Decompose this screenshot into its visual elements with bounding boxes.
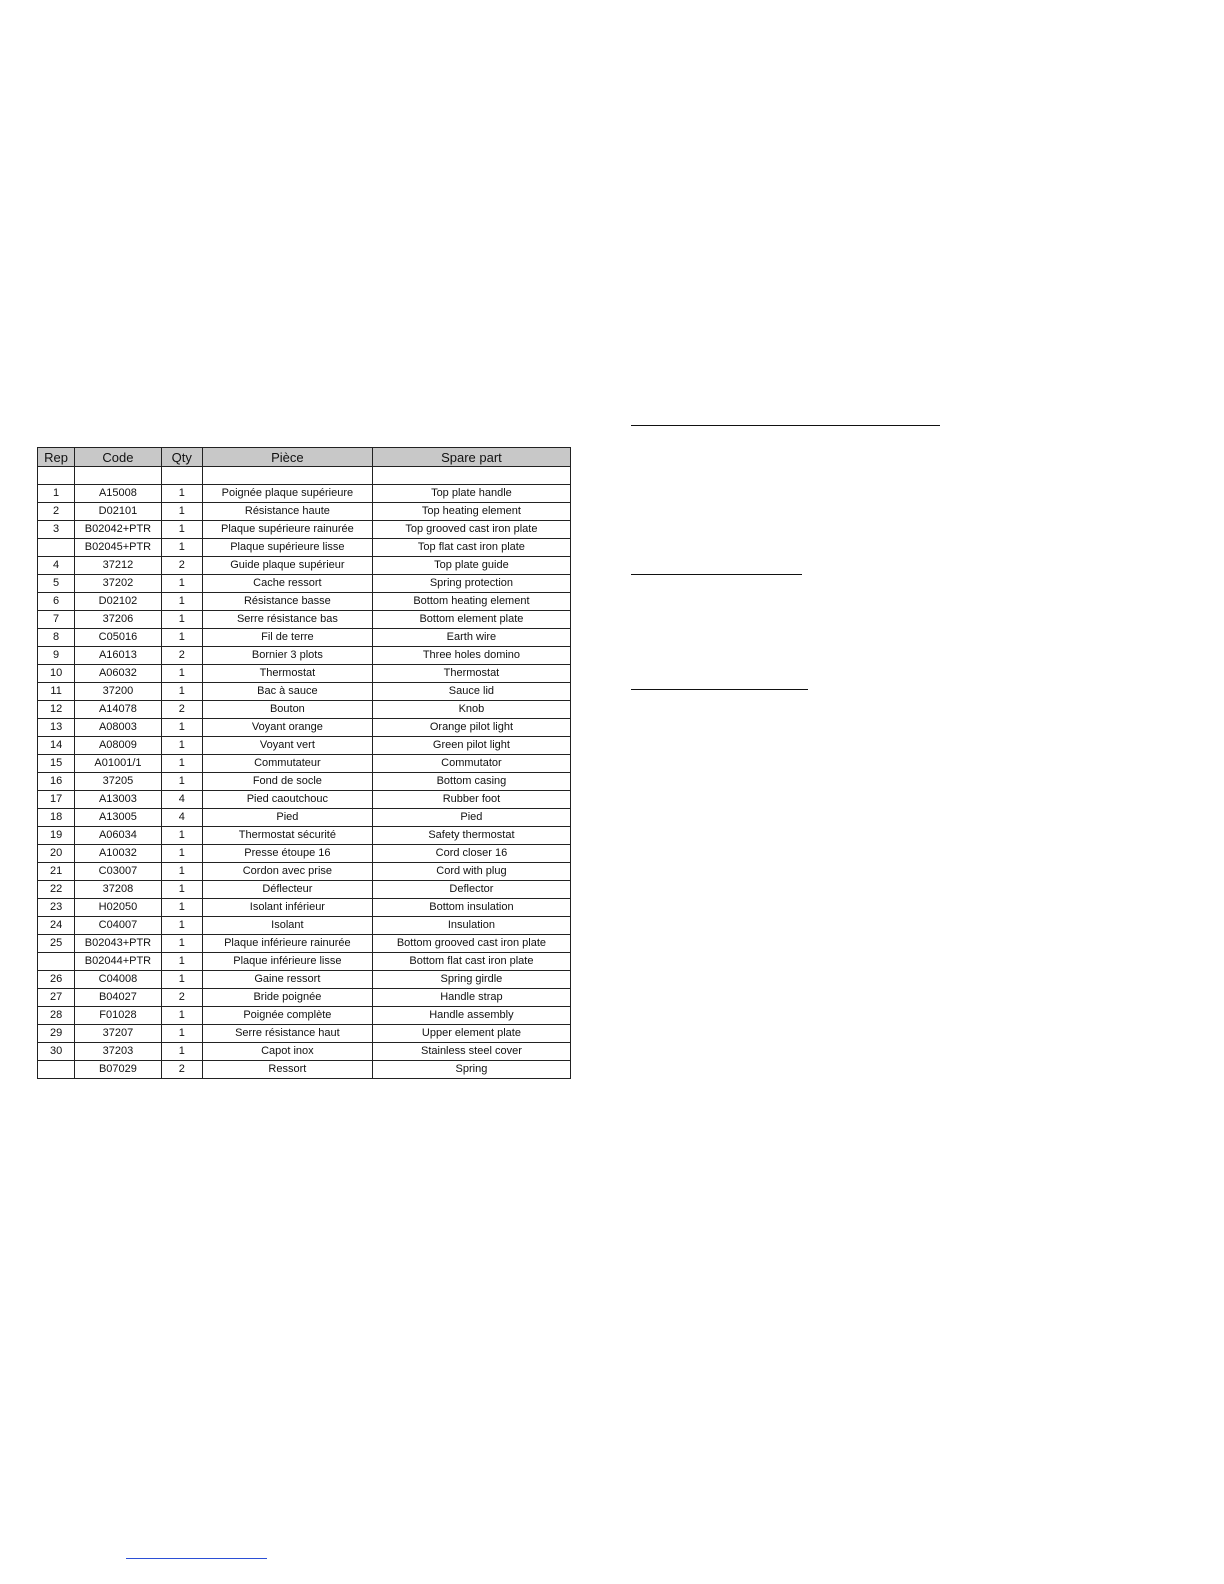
blank-underline-1 (631, 425, 940, 426)
header-piece: Pièce (202, 448, 372, 467)
cell-piece: Cache ressort (202, 575, 372, 593)
table-row (38, 737, 571, 755)
cell-piece: Guide plaque supérieur (202, 557, 372, 575)
header-code: Code (75, 448, 161, 467)
cell-spare-part: Top flat cast iron plate (372, 539, 570, 557)
cell-qty: 1 (161, 503, 202, 521)
cell-piece: Bride poignée (202, 989, 372, 1007)
cell-code: A13003 (75, 791, 161, 809)
cell-qty: 1 (161, 971, 202, 989)
cell-code: 37212 (75, 557, 161, 575)
cell-piece: Plaque inférieure rainurée (202, 935, 372, 953)
cell-qty: 1 (161, 737, 202, 755)
table-row (38, 791, 571, 809)
table-row (38, 593, 571, 611)
cell-qty: 1 (161, 1043, 202, 1061)
table-row (38, 683, 571, 701)
table-row (38, 503, 571, 521)
cell-piece: Bornier 3 plots (202, 647, 372, 665)
cell-code: B02045+PTR (75, 539, 161, 557)
cell-spare-part: Top plate handle (372, 485, 570, 503)
cell-code: A14078 (75, 701, 161, 719)
cell-qty: 1 (161, 539, 202, 557)
cell-spare-part: Bottom flat cast iron plate (372, 953, 570, 971)
cell-code: D02102 (75, 593, 161, 611)
cell-spare-part: Bottom heating element (372, 593, 570, 611)
cell-qty: 2 (161, 557, 202, 575)
table-row (38, 1043, 571, 1061)
cell-piece: Résistance basse (202, 593, 372, 611)
cell-piece: Commutateur (202, 755, 372, 773)
cell-qty: 1 (161, 845, 202, 863)
cell-piece: Isolant (202, 917, 372, 935)
table-row (38, 917, 571, 935)
cell-rep: 7 (38, 611, 75, 629)
cell-spare-part: Orange pilot light (372, 719, 570, 737)
cell-spare-part: Commutator (372, 755, 570, 773)
cell-piece: Ressort (202, 1061, 372, 1079)
cell-code: A15008 (75, 485, 161, 503)
cell-rep: 21 (38, 863, 75, 881)
cell-rep (38, 539, 75, 557)
cell-rep: 2 (38, 503, 75, 521)
table-row (38, 611, 571, 629)
table-row (38, 989, 571, 1007)
cell-piece: Gaine ressort (202, 971, 372, 989)
cell-code: A08009 (75, 737, 161, 755)
cell-spare-part: Insulation (372, 917, 570, 935)
cell-code: C05016 (75, 629, 161, 647)
table-row (38, 863, 571, 881)
blank-spacer-row (38, 467, 571, 485)
cell-rep: 25 (38, 935, 75, 953)
cell-spare-part: Top grooved cast iron plate (372, 521, 570, 539)
cell-code: 37208 (75, 881, 161, 899)
table-header-row (38, 448, 571, 467)
table-row (38, 557, 571, 575)
cell-qty: 1 (161, 773, 202, 791)
table-row (38, 575, 571, 593)
cell-rep: 29 (38, 1025, 75, 1043)
cell-rep: 1 (38, 485, 75, 503)
cell-spare-part: Stainless steel cover (372, 1043, 570, 1061)
cell-qty: 1 (161, 611, 202, 629)
cell-piece: Capot inox (202, 1043, 372, 1061)
cell-spare-part: Bottom casing (372, 773, 570, 791)
cell-qty: 1 (161, 683, 202, 701)
cell-rep: 20 (38, 845, 75, 863)
cell-rep: 4 (38, 557, 75, 575)
cell-rep (38, 953, 75, 971)
cell-spare-part: Spring girdle (372, 971, 570, 989)
cell-code: H02050 (75, 899, 161, 917)
cell-code: 37206 (75, 611, 161, 629)
cell-qty: 1 (161, 1025, 202, 1043)
cell-qty: 1 (161, 629, 202, 647)
cell-code: 37200 (75, 683, 161, 701)
cell-code: F01028 (75, 1007, 161, 1025)
cell-code: 37203 (75, 1043, 161, 1061)
cell-piece: Résistance haute (202, 503, 372, 521)
cell-qty: 1 (161, 485, 202, 503)
cell-qty: 4 (161, 809, 202, 827)
cell-code: B02044+PTR (75, 953, 161, 971)
cell-qty: 1 (161, 719, 202, 737)
cell-code: A16013 (75, 647, 161, 665)
cell-spare-part: Safety thermostat (372, 827, 570, 845)
cell-code: A10032 (75, 845, 161, 863)
cell-code: C04008 (75, 971, 161, 989)
cell-qty: 1 (161, 917, 202, 935)
spare-parts-table (37, 447, 571, 1079)
table-row (38, 845, 571, 863)
cell-spare-part: Rubber foot (372, 791, 570, 809)
cell-spare-part: Top heating element (372, 503, 570, 521)
cell-piece: Isolant inférieur (202, 899, 372, 917)
cell-rep: 19 (38, 827, 75, 845)
cell-qty: 1 (161, 899, 202, 917)
cell-rep: 10 (38, 665, 75, 683)
cell-piece: Poignée plaque supérieure (202, 485, 372, 503)
cell-qty: 2 (161, 989, 202, 1007)
cell-spare-part: Green pilot light (372, 737, 570, 755)
table-row (38, 809, 571, 827)
cell-piece: Plaque inférieure lisse (202, 953, 372, 971)
cell-spare-part: Spring (372, 1061, 570, 1079)
cell-qty: 1 (161, 1007, 202, 1025)
table-row (38, 755, 571, 773)
cell-rep: 18 (38, 809, 75, 827)
cell-code: A06034 (75, 827, 161, 845)
cell-code: 37207 (75, 1025, 161, 1043)
header-rep: Rep (38, 448, 75, 467)
cell-spare-part: Cord closer 16 (372, 845, 570, 863)
cell-rep: 23 (38, 899, 75, 917)
cell-code: B02043+PTR (75, 935, 161, 953)
cell-rep: 17 (38, 791, 75, 809)
cell-piece: Thermostat (202, 665, 372, 683)
cell-rep: 3 (38, 521, 75, 539)
table-row (38, 485, 571, 503)
cell-piece: Bouton (202, 701, 372, 719)
cell-qty: 2 (161, 1061, 202, 1079)
cell-rep: 6 (38, 593, 75, 611)
cell-code: 37202 (75, 575, 161, 593)
table-row (38, 953, 571, 971)
cell-rep: 12 (38, 701, 75, 719)
cell-code: 37205 (75, 773, 161, 791)
cell-code: A01001/1 (75, 755, 161, 773)
table-row (38, 1061, 571, 1079)
cell-piece: Déflecteur (202, 881, 372, 899)
cell-code: A06032 (75, 665, 161, 683)
cell-spare-part: Cord with plug (372, 863, 570, 881)
table-row (38, 935, 571, 953)
cell-spare-part: Upper element plate (372, 1025, 570, 1043)
cell-piece: Thermostat sécurité (202, 827, 372, 845)
cell-qty: 2 (161, 701, 202, 719)
table-row (38, 647, 571, 665)
cell-rep (38, 1061, 75, 1079)
blank-underline-2 (631, 574, 802, 575)
cell-piece: Serre résistance haut (202, 1025, 372, 1043)
cell-code: B04027 (75, 989, 161, 1007)
cell-piece: Fond de socle (202, 773, 372, 791)
cell-spare-part: Bottom insulation (372, 899, 570, 917)
table-row (38, 899, 571, 917)
cell-piece: Pied (202, 809, 372, 827)
cell-spare-part: Thermostat (372, 665, 570, 683)
cell-rep: 15 (38, 755, 75, 773)
cell-spare-part: Deflector (372, 881, 570, 899)
cell-piece: Cordon avec prise (202, 863, 372, 881)
cell-spare-part: Three holes domino (372, 647, 570, 665)
cell-rep: 28 (38, 1007, 75, 1025)
cell-spare-part: Spring protection (372, 575, 570, 593)
cell-rep: 8 (38, 629, 75, 647)
cell-piece: Bac à sauce (202, 683, 372, 701)
cell-code: A13005 (75, 809, 161, 827)
link-underline (126, 1558, 267, 1559)
cell-spare-part: Pied (372, 809, 570, 827)
header-spare-part: Spare part (372, 448, 570, 467)
blank-underline-3 (631, 689, 808, 690)
cell-qty: 1 (161, 521, 202, 539)
table-row (38, 701, 571, 719)
cell-piece: Serre résistance bas (202, 611, 372, 629)
cell-code: B07029 (75, 1061, 161, 1079)
cell-spare-part: Top plate guide (372, 557, 570, 575)
table-row (38, 881, 571, 899)
cell-piece: Voyant vert (202, 737, 372, 755)
cell-piece: Plaque supérieure lisse (202, 539, 372, 557)
cell-rep: 24 (38, 917, 75, 935)
cell-code: C03007 (75, 863, 161, 881)
header-qty: Qty (161, 448, 202, 467)
cell-piece: Voyant orange (202, 719, 372, 737)
cell-qty: 1 (161, 575, 202, 593)
cell-code: D02101 (75, 503, 161, 521)
cell-piece: Pied caoutchouc (202, 791, 372, 809)
cell-code: C04007 (75, 917, 161, 935)
cell-qty: 2 (161, 647, 202, 665)
table-row (38, 1025, 571, 1043)
cell-spare-part: Knob (372, 701, 570, 719)
cell-rep: 22 (38, 881, 75, 899)
cell-rep: 16 (38, 773, 75, 791)
cell-qty: 1 (161, 827, 202, 845)
cell-spare-part: Bottom grooved cast iron plate (372, 935, 570, 953)
cell-spare-part: Handle strap (372, 989, 570, 1007)
table-row (38, 827, 571, 845)
cell-qty: 1 (161, 881, 202, 899)
table-row (38, 773, 571, 791)
cell-spare-part: Bottom element plate (372, 611, 570, 629)
cell-spare-part: Handle assembly (372, 1007, 570, 1025)
table-row (38, 521, 571, 539)
cell-qty: 1 (161, 935, 202, 953)
cell-rep: 26 (38, 971, 75, 989)
cell-qty: 1 (161, 593, 202, 611)
cell-piece: Plaque supérieure rainurée (202, 521, 372, 539)
cell-rep: 13 (38, 719, 75, 737)
cell-qty: 1 (161, 863, 202, 881)
cell-qty: 1 (161, 665, 202, 683)
cell-spare-part: Sauce lid (372, 683, 570, 701)
cell-piece: Fil de terre (202, 629, 372, 647)
cell-rep: 30 (38, 1043, 75, 1061)
cell-code: A08003 (75, 719, 161, 737)
cell-qty: 4 (161, 791, 202, 809)
table-row (38, 1007, 571, 1025)
cell-rep: 9 (38, 647, 75, 665)
cell-spare-part: Earth wire (372, 629, 570, 647)
table-row (38, 539, 571, 557)
table-row (38, 665, 571, 683)
cell-piece: Presse étoupe 16 (202, 845, 372, 863)
cell-rep: 14 (38, 737, 75, 755)
table-row (38, 971, 571, 989)
cell-rep: 11 (38, 683, 75, 701)
table-row (38, 719, 571, 737)
cell-qty: 1 (161, 755, 202, 773)
cell-rep: 5 (38, 575, 75, 593)
cell-code: B02042+PTR (75, 521, 161, 539)
cell-piece: Poignée complète (202, 1007, 372, 1025)
table-row (38, 629, 571, 647)
cell-rep: 27 (38, 989, 75, 1007)
cell-qty: 1 (161, 953, 202, 971)
